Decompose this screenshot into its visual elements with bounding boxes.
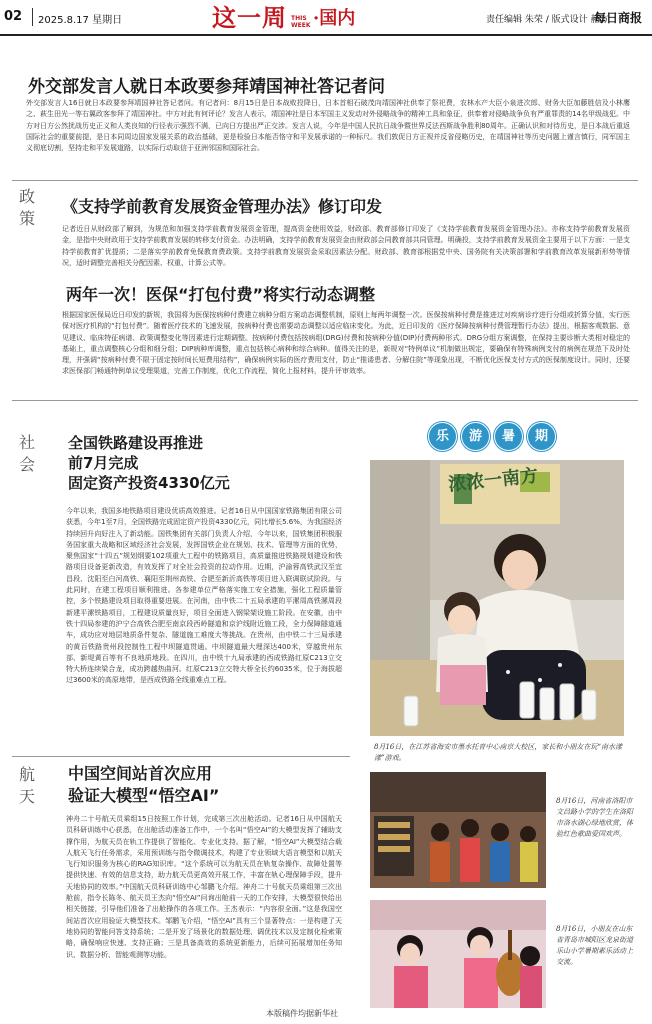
feature-title-char: 乐 (428, 422, 457, 451)
article5-title-line1: 中国空间站首次应用 (68, 764, 213, 783)
photo-children-illustration (370, 900, 546, 1008)
section-divider (12, 756, 350, 757)
feature-title-char: 期 (527, 422, 556, 451)
header-divider (32, 8, 33, 26)
section-divider (12, 400, 638, 401)
section-brand (212, 2, 355, 32)
category-policy-label: 政策 (19, 187, 36, 228)
article-source: 本版稿件均据新华社 (266, 1009, 338, 1018)
header-rule (0, 34, 652, 36)
photo-children-pipa (370, 900, 546, 1008)
page-header (0, 0, 652, 34)
photo-parent-child-game (370, 460, 624, 736)
issue-date: 2025.8.17 星期日 (38, 15, 123, 26)
article3-title: 两年一次！医保“打包付费”将实行动态调整 (66, 285, 376, 304)
feature-title-char: 游 (461, 422, 490, 451)
article4-title-line1: 全国铁路建设再推进 (68, 434, 204, 452)
article1-title: 外交部发言人就日本政要参拜靖国神社答记者问 (28, 77, 385, 97)
article2-body: 记者近日从财政部了解到，为规范和加强支持学前教育发展资金管理，提高资金使用效益，财政部、教育部修订印发了《支持学前教育发展资金管理办法》。亦称支持学前教育发展资金，是指中央财政用于支持学前教育发展的转移支付资金。办法明确，支持学前教育发展资金由财政部会同教育部共同管理。明确投，支持学前教育发展资金主要用于以下方面：一是支持学前教育扩优提质；二是落实学前教育免保教育费政策。支持学前教育发展资金采取因素法分配。财政部、教育部根据党中央、国务院有关决策部署和学前教育改革发展新形势等情况，适时调整完善相关分配因素、权重、计算公式等。 (62, 225, 630, 267)
article4-title-line3: 固定资产投资4330亿元 (68, 474, 230, 492)
photo-students-musical (370, 772, 546, 888)
article5-title-line2: 验证大模型“悟空AI” (68, 786, 220, 805)
category-society-label: 社会 (19, 433, 36, 474)
feature-title (428, 422, 556, 451)
category-policy (16, 186, 38, 236)
article5-body: 神舟二十号航天员乘组15日按照工作计划，完成第三次出舱活动。记者16日从中国航天员科研训练中心获悉，在出舱活动准备工作中，一个名叫“悟空AI”的大模型发挥了辅助支撑作用，为航天员在轨工作提供了智能化、专业化支持。据了解，“悟空AI”大模型结合载人航天飞行任务需求，采用预训练与指令微调技术，构建了专业领域大语言模型和以航天飞行知识服务为核心的RAG知识库。“这个系统可以为航天员在轨复杂操作、故障处置等提供快速、有效的信息支持，助力航天员更高效开展工作，丰富在轨心理保障手段，提升天地协同的效率。”中国航天员科研训练中心邹鹏飞介绍。神舟二十号航天员乘组第三次出舱前，指令长陈冬、航天员王杰向“悟空AI”问询出舱前一天的工作安排，大模型很快给出相关链接，引导他们准备了出舱操作的各项工作。王杰表示：“内容很全面。”这是我国空间站首次应用验证大模型技术。邹鹏飞介绍，“悟空AI”具有三个显著特点：一是构建了天地协同的智能问答支持系统；二是开发了场景化的数据处理、调优技术以及定制化检索策略，确保响应快速、支持正确；三是具备高效的系统更新能力，后续可拓展增加任务知识、数据分析、智能观测等功能。 (66, 815, 342, 959)
feature-title-char: 暑 (494, 422, 523, 451)
newspaper-name: 每日商报 (594, 11, 643, 25)
photo-students-illustration (370, 772, 546, 888)
brand-week-tag: THIS WEEK (291, 15, 311, 29)
article3-body: 根据国家医保局近日印发的新规，我国将为医保按病种付费建立病种分组方案动态调整机制，原则上每两年调整一次。医保按病种付费是推进过对疾病诊疗进行分组或折算分值，实行医保对医疗机构的“打包付费”。随着医疗技术的飞速发展，按病种付费也需要动态调整以适应临床变化。为此，近日印发的《医疗保障按病种付费管理暂行办法》提出，根据客观数据、意见建议、临床特征病谱、政策调整变化等因素进行定期调整。按病种付费包括按病组(DRG)付费和按病种分值(DIP)付费两种形式。DRG分组方案调整，在保持主要诊断大类相对稳定的基础上，重点调整核心分组和细分组；DIP病种库调整，重点包括核心病种和综合病种。值得关注的是，新规对“特例单议”机制做出规定，要确保有特殊病例支付的病例在规范下及时处理，并强调“按病种付费不限于固定按时间长短费用结构”，确保病例实际的医疗费用支付，防止“推诿患者、分解住院”等现象出现，不断优化医保支付方式的医保制度设计。同时，还要求医保部门畅通特例单议受理渠道，完善工作制度，优化工作流程，简化上报材料，提升评审效率。 (62, 311, 630, 376)
article4-title-line2: 前7月完成 (68, 454, 139, 472)
photo1-sign-text: 浓浓一南方 (447, 465, 540, 496)
brand-section: ·国内 (313, 8, 356, 29)
category-society (16, 432, 38, 482)
photo1-caption: 8月16日，在江苏省海安市墨水托育中心南京大校区，家长和小朋友在玩“南水漾漾”游戏。 (374, 743, 622, 762)
article2-title: 《支持学前教育发展资金管理办法》修订印发 (62, 197, 383, 216)
brand-title: 这一周 (212, 3, 287, 32)
article1-body: 外交部发言人16日就日本政要参拜靖国神社答记者问。有记者问：8月15日是日本战败投降日，日本首相石破茂向靖国神社供奉了祭祀费，农林水产大臣小泉进次郎、财务大臣加藤胜信及小林鹰之、萩生田光一等右翼政客参拜了靖国神社。中方对此有何评论？发言人表示，靖国神社是日本军国主义发动对外侵略战争的精神工具和象征，供奉着对侵略战争负有严重罪责的14名甲级战犯。中方对日方公然扰战历史正义和人类良知的行径表示强烈不满，已向日方提出严正交涉。发言人说，今年是中国人民抗日战争暨世界反法西斯战争胜利80周年。正确认识和对待历史，是日本战后重返国际社会的重要前提，是日本同周边国家发展关系的政治基础，更是检验日本能否恪守和平发展承诺的一种标尺。我们敦促日方正视并反省侵略历史，在靖国神社等历史问题上谨言慎行，同军国主义彻底切割，坚持走和平发展道路，以实际行动取信于亚洲邻国和国际社会。 (26, 99, 630, 153)
section-divider (12, 180, 638, 181)
page-number: 02 (4, 9, 23, 24)
article4-body: 今年以来，我国多地铁路项目建设优质高效推进。记者16日从中国国家铁路集团有限公司获悉，今年1至7月，全国铁路完成固定资产投资4330亿元，同比增长5.6%，为我国经济持续回升向好注入了新动能。国铁集团有关部门负责人介绍，今年以来，国铁集团积极服务国家重大战略和区域经济社会发展，发挥国铁企业在规划、技术、管理等方面的优势，聚焦国家“十四五”规划纲要102项重大工程中的铁路项目，高质量推进铁路规划建设和铁路项目设备更新改造，有效发挥了对全社会投资的拉动作用。近期，沪渝蓉高铁武汉至宜昌段、沈阳至白河高铁、襄阳至荆州高铁、合肥至新沂高铁等项目进入联调联试阶段。与此同时，在建工程项目顺利推进。各参建单位严格落实施工安全措施，强化工程质量管控，多个铁路建设项目取得重要进展。在河南，由中铁二十五局承建的平漯周高铁漯周段新建平漯铁路项目，工程建设质量良好，项目全面进入钢梁架设施工阶段。在安徽，由中铁十四局参建的沪宁合高铁合肥至南京段西岭隧道和京沪线附近施工段，全力保障隧道通车，成功应对地层地质条件复杂、隧道施工难度大等挑战。在贵州，由中铁二十三局承建的黄百铁路贵州段控制性工程中坝隧道贯通。中坝隧道最大埋深达400米，穿越贵州东部、新堤黄百等有不良地质地段。在四川，由中铁十九局承建的西成铁路红原C213立交特大桥连续梁合龙，成功跨越热曲河。红原C213立交特大桥全长约6035米，位于海拔超过3600米的高原地带，是西成铁路全线重难点工程。 (66, 507, 342, 685)
category-space (16, 764, 38, 814)
editor-credit: 责任编辑 朱荣 / 版式设计 赭方 (486, 15, 609, 25)
photo2-caption: 8月16日，河南省洛阳市文昌路小学的学生在洛阳市洛水湖心绿地欣赏，体验红色歌曲爱国欢声。 (556, 797, 633, 838)
category-space-label: 航天 (19, 765, 36, 806)
photo3-caption: 8月16日，小朋友在山东省青岛市城阳区龙泉街道乐山小学暑期素乐活动上交流。 (556, 925, 633, 966)
photo-parent-child-illustration (370, 460, 624, 736)
